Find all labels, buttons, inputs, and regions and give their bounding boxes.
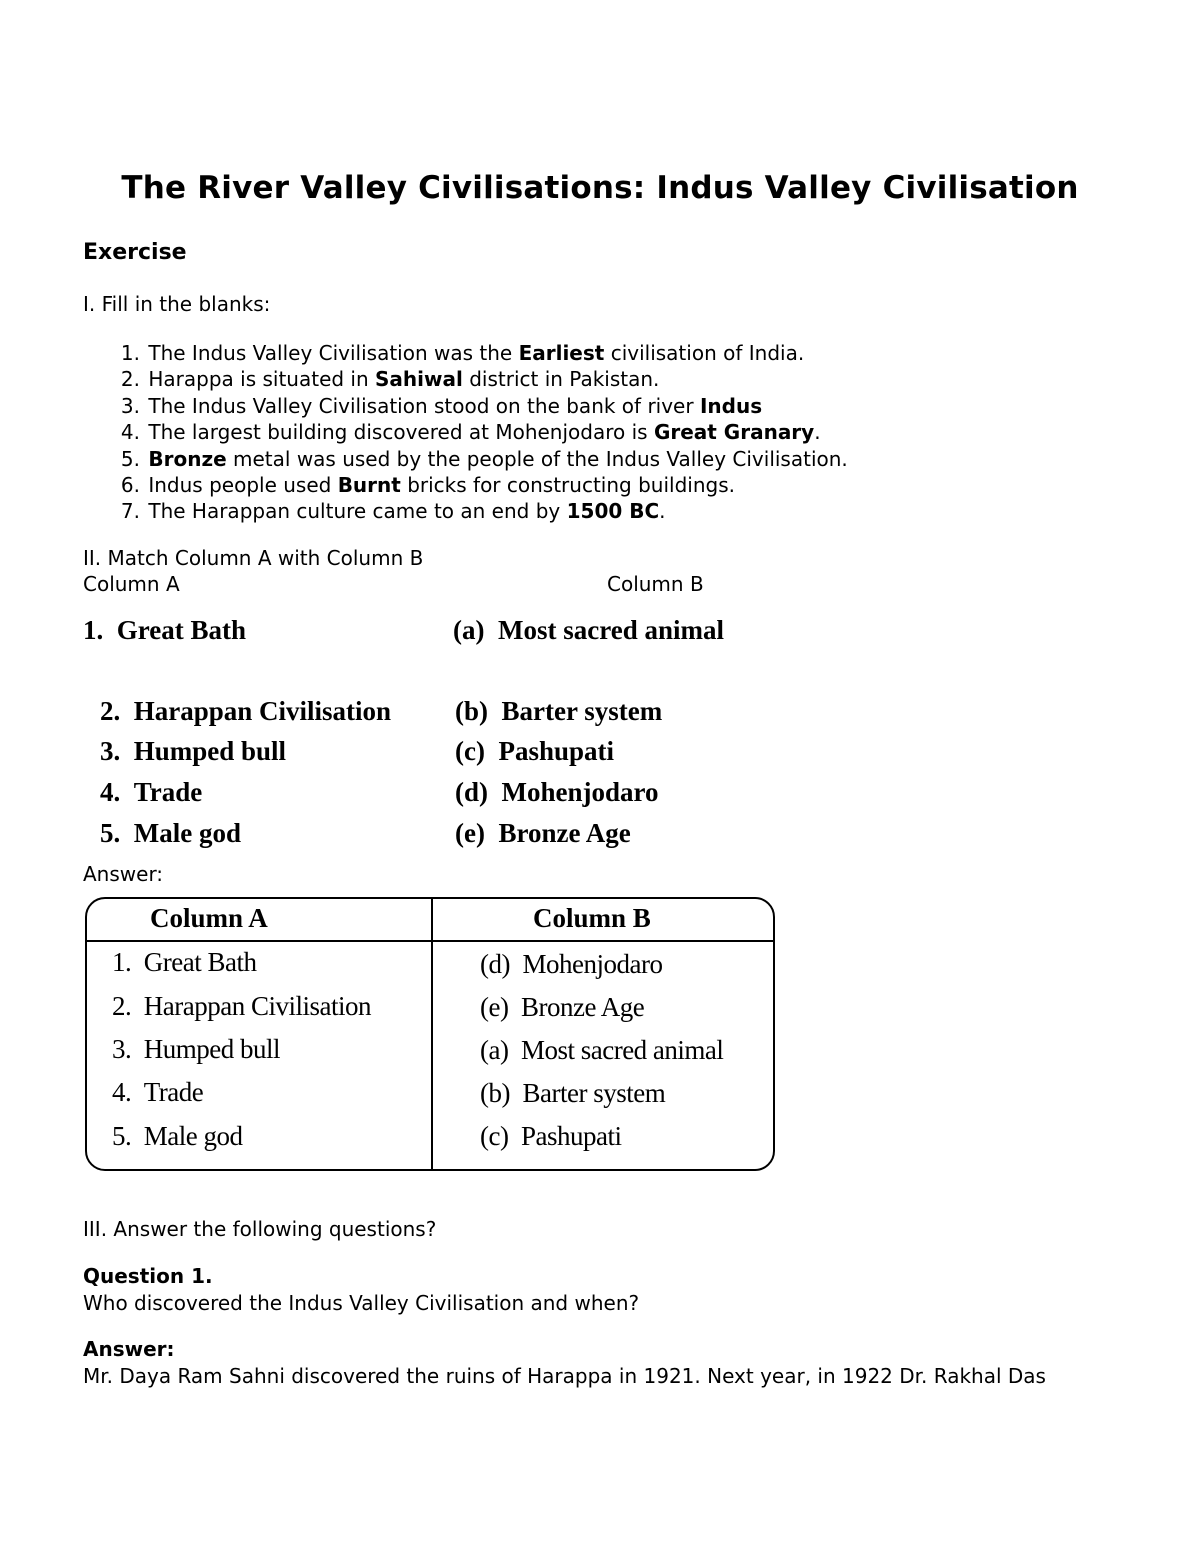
item-number: 7. <box>120 499 140 524</box>
item-text: Indus people used <box>148 473 338 498</box>
table-header-b: Column B <box>533 903 651 933</box>
item-number: 3. <box>120 393 140 418</box>
item-text: Harappa is situated in <box>148 367 376 392</box>
blank-answer: Indus <box>699 393 763 418</box>
item-number: 6. <box>120 473 140 498</box>
row-letter: (d) <box>480 949 510 979</box>
column-b-item: Pashupati <box>498 736 615 766</box>
blank-answer: Bronze <box>148 446 227 471</box>
row-letter: (d) <box>455 777 488 807</box>
cell-text: Trade <box>143 1077 204 1107</box>
item-text: bricks for constructing buildings. <box>400 473 735 498</box>
table-header-a: Column A <box>150 903 268 933</box>
cell-text: Great Bath <box>143 947 257 977</box>
item-text: metal was used by the people of the Indus Valley Civilisation. <box>226 446 848 471</box>
item-number: 2. <box>120 367 140 392</box>
item-text: The Harappan culture came to an end by <box>148 499 567 524</box>
row-letter: (a) <box>453 615 485 645</box>
row-number: 2. <box>112 991 132 1021</box>
item-text: . <box>659 499 666 524</box>
row-number: 3. <box>112 1034 132 1064</box>
table-cell-b <box>480 1078 665 1109</box>
row-number: 4. <box>112 1077 132 1107</box>
row-number: 5. <box>100 818 121 848</box>
column-b-item: Most sacred animal <box>497 615 724 645</box>
answer-label: Answer: <box>83 1337 175 1361</box>
table-cell-b <box>480 992 644 1023</box>
answer-text: Mr. Daya Ram Sahni discovered the ruins of Harappa in 1921. Next year, in 1922 Dr. Rakhal Das <box>83 1364 1046 1388</box>
list-item <box>115 366 848 392</box>
row-letter: (e) <box>480 992 509 1022</box>
item-number: 5. <box>120 446 140 471</box>
cell-text: Humped bull <box>143 1034 280 1064</box>
row-number: 1. <box>83 615 104 645</box>
column-a-label: Column A <box>83 572 180 596</box>
table-cell-a <box>112 947 256 978</box>
answer-label: Answer: <box>83 862 164 886</box>
row-number: 4. <box>100 777 121 807</box>
table-cell-b <box>480 1121 621 1152</box>
page-title: The River Valley Civilisations: Indus Valley Civilisation <box>121 170 1079 206</box>
table-cell-a <box>112 1077 203 1108</box>
item-text: civilisation of India. <box>604 341 805 365</box>
table-cell-a <box>112 991 371 1022</box>
list-item <box>115 419 848 445</box>
cell-text: Pashupati <box>520 1121 622 1151</box>
table-header-rule <box>87 940 773 942</box>
blank-answer: 1500 BC <box>566 499 660 524</box>
list-item <box>115 498 848 524</box>
item-text: The Indus Valley Civilisation stood on the bank of river <box>148 393 700 418</box>
table-cell-a <box>112 1034 280 1065</box>
row-letter: (c) <box>455 736 485 766</box>
cell-text: Barter system <box>522 1078 666 1108</box>
item-number: 1. <box>120 341 140 365</box>
column-b-item: Mohenjodaro <box>501 777 659 807</box>
item-text: district in Pakistan. <box>462 367 660 392</box>
match-heading: II. Match Column A with Column B <box>83 546 424 570</box>
item-text: . <box>814 420 821 445</box>
row-number: 1. <box>112 947 132 977</box>
row-letter: (b) <box>455 696 488 726</box>
column-a-item: Male god <box>133 818 241 848</box>
item-text: The Indus Valley Civilisation was the <box>148 341 519 365</box>
row-number: 3. <box>100 736 121 766</box>
list-item <box>115 393 848 419</box>
table-cell-b <box>480 1035 723 1066</box>
cell-text: Mohenjodaro <box>522 949 663 979</box>
blank-answer: Burnt <box>337 473 401 498</box>
row-letter: (a) <box>480 1035 509 1065</box>
list-item <box>115 472 848 498</box>
cell-text: Male god <box>143 1121 243 1151</box>
list-item <box>115 340 848 366</box>
question-label: Question 1. <box>83 1264 213 1288</box>
column-a-item: Harappan Civilisation <box>133 696 392 726</box>
column-b-item: Barter system <box>501 696 663 726</box>
exercise-heading: Exercise <box>83 240 187 265</box>
column-b-label: Column B <box>607 572 704 596</box>
questions-heading: III. Answer the following questions? <box>83 1217 437 1241</box>
column-a-item: Great Bath <box>116 615 246 645</box>
list-item <box>115 446 848 472</box>
row-letter: (b) <box>480 1078 510 1108</box>
blank-answer: Earliest <box>518 341 605 365</box>
blank-answer: Great Granary <box>653 420 815 445</box>
row-letter: (c) <box>480 1121 509 1151</box>
question-text: Who discovered the Indus Valley Civilisation and when? <box>83 1291 640 1315</box>
row-letter: (e) <box>455 818 485 848</box>
item-text: The largest building discovered at Mohenjodaro is <box>148 420 654 445</box>
row-number: 2. <box>100 696 121 726</box>
table-cell-a <box>112 1121 242 1152</box>
column-b-item: Bronze Age <box>498 818 631 848</box>
column-a-item: Trade <box>133 777 203 807</box>
cell-text: Most sacred animal <box>520 1035 724 1065</box>
column-a-item: Humped bull <box>133 736 287 766</box>
answer-table <box>85 897 775 1171</box>
item-number: 4. <box>120 420 140 445</box>
cell-text: Bronze Age <box>520 992 645 1022</box>
row-number: 5. <box>112 1121 132 1151</box>
table-cell-b <box>480 949 662 980</box>
fill-blanks-list <box>115 340 848 525</box>
cell-text: Harappan Civilisation <box>143 991 371 1021</box>
blank-answer: Sahiwal <box>375 367 463 392</box>
fill-blanks-heading: I. Fill in the blanks: <box>83 292 271 316</box>
